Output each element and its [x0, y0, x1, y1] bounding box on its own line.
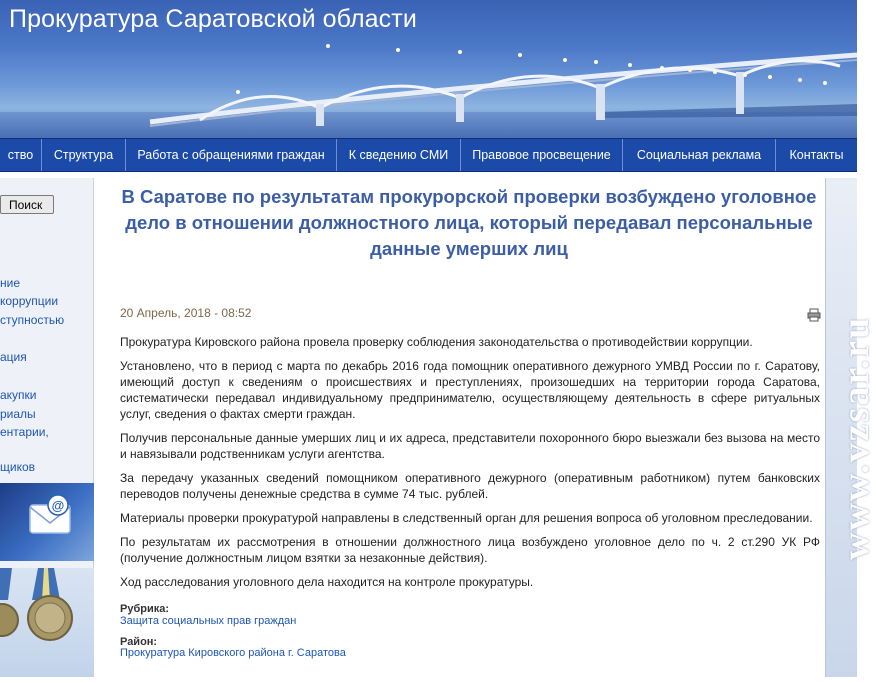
article-paragraph: По результатам их рассмотрения в отношении должностного лица возбуждено уголовное дело по ч. 2 ст.290 УК РФ (получение должностным лицом взятки за незаконные действия).: [120, 535, 820, 565]
main-content: [110, 178, 825, 677]
rubric-link[interactable]: Защита социальных прав граждан: [120, 615, 297, 627]
article-body: [120, 334, 820, 598]
sidebar-link[interactable]: ентарии,: [0, 425, 49, 439]
right-banner: [825, 178, 877, 677]
nav-item-media[interactable]: К сведению СМИ: [337, 139, 461, 171]
nav-item-legal-education[interactable]: Правовое просвещение: [461, 139, 623, 171]
watermark: www.vzsar.ru: [835, 315, 877, 560]
nav-item-structure[interactable]: Структура: [42, 139, 126, 171]
article-date: 20 Апрель, 2018 - 08:52: [120, 306, 252, 320]
main-nav: [0, 138, 857, 172]
search-button[interactable]: Поиск: [0, 195, 54, 214]
email-banner[interactable]: [0, 483, 94, 561]
article-title: В Саратове по результатам прокурорской проверки возбуждено уголовное дело в отношении должностного лица, который передавал персональные данные умерших лиц: [121, 186, 817, 259]
nav-item-social-ads[interactable]: Социальная реклама: [623, 139, 776, 171]
nav-item-citizen-appeals[interactable]: Работа с обращениями граждан: [126, 139, 337, 171]
nav-item-contacts[interactable]: Контакты: [789, 148, 844, 162]
email-icon: [0, 483, 94, 561]
sidebar-link[interactable]: ация: [0, 350, 27, 364]
district-link[interactable]: Прокуратура Кировского района г. Саратова: [120, 647, 346, 659]
article-paragraph: Материалы проверки прокуратурой направлены в следственный орган для решения вопроса об уголовном преследовании.: [120, 511, 813, 525]
medals-banner[interactable]: [0, 568, 94, 677]
rubric-label: Рубрика:: [120, 603, 170, 615]
print-icon[interactable]: [807, 308, 821, 322]
article-paragraph: За передачу указанных сведений помощником оперативного дежурного (оперативным работником) путем банковских переводов получены денежные средства в сумме 74 тыс. рублей.: [120, 471, 820, 501]
left-sidebar: [0, 178, 94, 677]
site-header: [0, 0, 857, 138]
sidebar-link[interactable]: риалы: [0, 407, 36, 421]
article-paragraph: Получив персональные данные умерших лиц и их адреса, представители похоронного бюро выезжали без вызова на место и навязывали родственникам услуги агентства.: [120, 431, 820, 461]
site-title: Прокуратура Саратовской области: [9, 5, 417, 33]
sidebar-link[interactable]: ние: [0, 276, 21, 290]
article-paragraph: Ход расследования уголовного дела находится на контроле прокуратуры.: [120, 575, 534, 589]
svg-text:@: @: [51, 498, 65, 513]
district-label: Район:: [120, 636, 158, 648]
sidebar-link[interactable]: коррупции: [0, 294, 59, 308]
medal-icon: [0, 568, 94, 677]
nav-item-leadership[interactable]: ство: [0, 139, 42, 171]
article-paragraph: Прокуратура Кировского района провела проверку соблюдения законодательства о противодействии коррупции.: [120, 335, 753, 349]
sidebar-link[interactable]: ступностью: [0, 313, 65, 327]
sidebar-link[interactable]: акупки: [0, 388, 37, 402]
article-paragraph: Установлено, что в период с марта по декабрь 2016 года помощник оперативного дежурного УМВД России по г. Саратову, имеющий доступ к сведениям о происшествиях и преступлениях, произошедших на территории города Саратова, систематически передавал индивидуальному предпринимателю, осуществляющему деятельность в сфере ритуальных услуг, сведения о фактах смерти граждан.: [120, 359, 820, 421]
sidebar-link[interactable]: щиков: [0, 460, 36, 474]
